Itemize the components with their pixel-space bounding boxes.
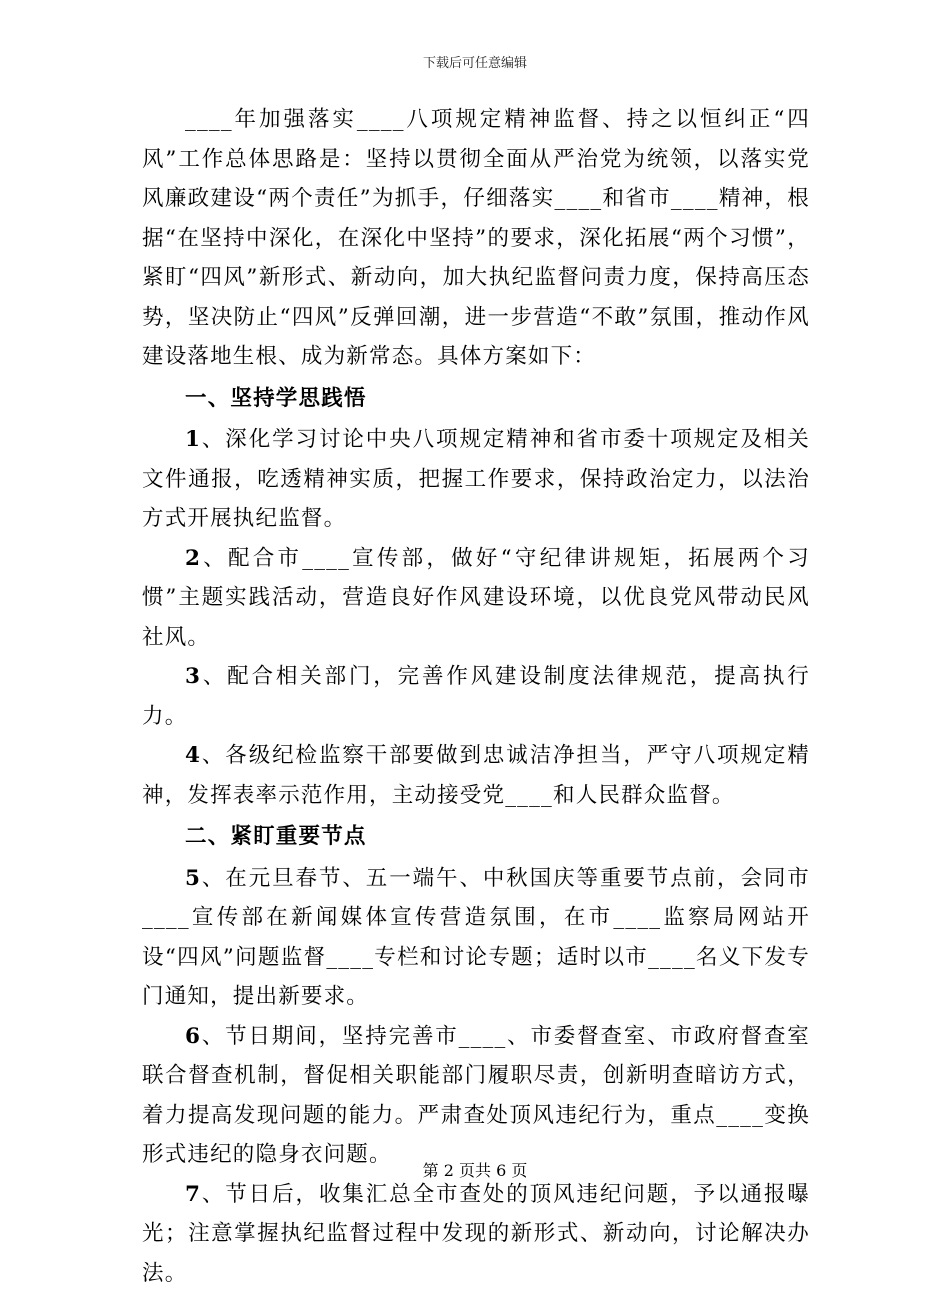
list-item-7 xyxy=(142,1175,810,1293)
document-body xyxy=(142,100,810,1293)
item-text: 、节日后，收集汇总全市查处的顶风违纪问题，予以通报曝光；注意掌握执纪监督过程中发现的新形式、新动向，讨论解决办法。 xyxy=(142,1182,810,1286)
page-header-note: 下载后可任意编辑 xyxy=(0,52,950,71)
list-item-3 xyxy=(142,657,810,736)
item-number: 3 xyxy=(185,664,201,689)
section-heading-2: 二、紧盯重要节点 xyxy=(142,817,810,857)
list-item-5 xyxy=(142,859,810,1017)
list-item-2 xyxy=(142,539,810,658)
item-text: 、各级纪检监察干部要做到忠诚洁净担当，严守八项规定精神，发挥表率示范作用，主动接受党____和人民群众监督。 xyxy=(142,743,810,808)
list-item-4 xyxy=(142,736,810,815)
item-number: 5 xyxy=(185,866,201,891)
item-number: 1 xyxy=(185,427,201,452)
item-text: 、深化学习讨论中央八项规定精神和省市委十项规定及相关文件通报，吃透精神实质，把握工作要求，保持政治定力，以法治方式开展执纪监督。 xyxy=(142,427,810,531)
item-number: 6 xyxy=(185,1024,201,1049)
item-text: 、配合市____宣传部，做好“守纪律讲规矩，拓展两个习惯”主题实践活动，营造良好作风建设环境，以优良党风带动民风社风。 xyxy=(142,546,810,650)
page-number-footer: 第 2 页共 6 页 xyxy=(0,1158,950,1181)
item-text: 、节日期间，坚持完善市____、市委督查室、市政府督查室联合督查机制，督促相关职能部门履职尽责，创新明查暗访方式，着力提高发现问题的能力。严肃查处顶风违纪行为，重点____变换形式违纪的隐身衣问题。 xyxy=(142,1024,810,1168)
item-text: 、配合相关部门，完善作风建设制度法律规范，提高执行力。 xyxy=(142,664,810,729)
item-number: 2 xyxy=(185,546,201,571)
list-item-1 xyxy=(142,420,810,539)
item-number: 4 xyxy=(185,743,201,768)
section-heading-1: 一、坚持学思践悟 xyxy=(142,379,810,419)
item-number: 7 xyxy=(185,1182,201,1207)
item-text: 、在元旦春节、五一端午、中秋国庆等重要节点前，会同市____宣传部在新闻媒体宣传营造氛围，在市____监察局网站开设“四风”问题监督____专栏和讨论专题；适时以市____名义下发专门通知，提出新要求。 xyxy=(142,866,810,1010)
intro-paragraph: ____年加强落实____八项规定精神监督、持之以恒纠正“四风”工作总体思路是：坚持以贯彻全面从严治党为统领，以落实党风廉政建设“两个责任”为抓手，仔细落实____和省市____精神，根据“在坚持中深化，在深化中坚持”的要求，深化拓展“两个习惯”，紧盯“四风”新形式、新动向，加大执纪监督问责力度，保持高压态势，坚决防止“四风”反弹回潮，进一步营造“不敢”氛围，推动作风建设落地生根、成为新常态。具体方案如下： xyxy=(142,100,810,377)
list-item-6 xyxy=(142,1017,810,1175)
